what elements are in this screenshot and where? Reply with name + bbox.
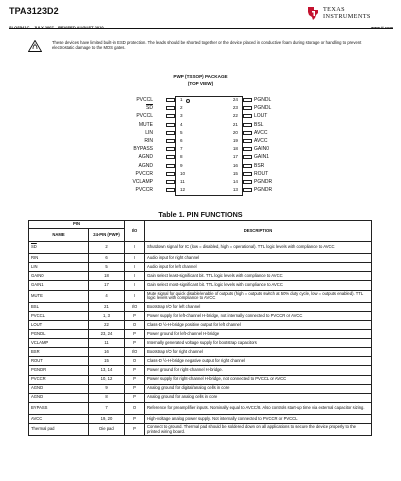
pin-lead — [243, 131, 252, 135]
esd-caution-text: These devices have limited built-in ESD protection. The leads should be shorted together or the device placed in conductive foam during storage or handling to prevent electrostatic damage to the MOS gates. — [52, 40, 362, 51]
pin-name: BSR — [254, 162, 265, 169]
pin-name: AVCC — [254, 138, 268, 144]
cell-pin-number: 7 — [89, 402, 125, 414]
cell-io: P — [125, 414, 145, 423]
cell-name: BSR — [29, 348, 89, 357]
cell-description: Mute signal for quick disable/enable of outputs (high = outputs switch at 50% duty cycle, low = outputs enabled). TTL logic levels with compliance to AVCC — [145, 290, 372, 302]
pin-functions-table — [28, 220, 372, 436]
pin-lead — [243, 123, 252, 127]
cell-io: I/O — [125, 348, 145, 357]
table-row — [29, 330, 372, 339]
cell-io: P — [125, 393, 145, 402]
cell-pin-number: 1, 3 — [89, 311, 125, 320]
pin-number: 8 — [180, 154, 183, 160]
pin-name: PVCCL — [136, 113, 153, 120]
pin-row-right — [0, 145, 401, 153]
cell-io: P — [125, 375, 145, 384]
table-row — [29, 357, 372, 366]
cell-pin-number: Die pad — [89, 424, 125, 436]
pin-lead — [243, 98, 252, 102]
pin-name: RIN — [144, 138, 153, 144]
cell-name: $\overline{SD}$ — [29, 242, 89, 254]
cell-description: Connect to ground. Thermal pad should be soldered down on all applications to secure the device properly to the printed wiring board. — [145, 424, 372, 436]
pin-name: MUTE — [138, 121, 153, 128]
pin-number: 9 — [180, 162, 183, 168]
pin-name: PGNDL — [254, 97, 272, 103]
table-row — [29, 424, 372, 436]
cell-description: Reference for preamplifier inputs. Nominally equal to AVCC/8. Also controls start-up time via external capacitor sizing. — [145, 402, 372, 414]
table-title: Table 1. PIN FUNCTIONS — [158, 210, 243, 219]
table-row — [29, 384, 372, 393]
ti-logo — [283, 7, 393, 23]
cell-pin-number: 10, 12 — [89, 375, 125, 384]
cell-io: P — [125, 366, 145, 375]
header-pin: PIN — [29, 221, 125, 229]
table-row — [29, 339, 372, 348]
table-row — [29, 375, 372, 384]
table-row — [29, 281, 372, 290]
table-row — [29, 402, 372, 414]
pin-number: 20 — [232, 129, 238, 135]
cell-io: O — [125, 402, 145, 414]
pin-name: AVCC — [254, 129, 268, 136]
pin-number: 24 — [232, 97, 238, 102]
cell-name: PVCCL — [29, 311, 89, 320]
cell-name: LOUT — [29, 320, 89, 329]
pin-lead — [243, 139, 252, 143]
pin-number: 22 — [232, 113, 238, 119]
pin-number: 17 — [232, 154, 238, 160]
header-description: DESCRIPTION — [145, 221, 372, 242]
cell-pin-number: 11 — [89, 339, 125, 348]
pin-name: AGND — [138, 154, 153, 161]
cell-description: High-voltage analog power supply. Not internally connected to PVCCR or PVCCL — [145, 414, 372, 423]
pin-row-right — [0, 104, 401, 112]
cell-description: Class-D ½-H-bridge negative output for right channel — [145, 357, 372, 366]
pin-row-right — [0, 121, 401, 129]
cell-name: GAIN0 — [29, 272, 89, 281]
cell-io: I — [125, 254, 145, 263]
texas-state-icon — [307, 7, 319, 20]
pin-name: ROUT — [254, 170, 269, 177]
pin-number: 23 — [232, 105, 238, 111]
cell-io: P — [125, 424, 145, 436]
cell-name: GAIN1 — [29, 281, 89, 290]
cell-name: AGND — [29, 393, 89, 402]
pin-lead — [243, 164, 252, 168]
pin-name: GAIN1 — [254, 154, 270, 161]
logo-wordmark: TEXAS INSTRUMENTS — [323, 6, 371, 20]
cell-description: Gain select least-significant bit. TTL logic levels with compliance to AVCC — [145, 272, 372, 281]
cell-description: Analog ground for analog cells in core — [145, 393, 372, 402]
pin-name: $\overline{SD}$ — [146, 105, 153, 112]
pin-number: 6 — [180, 138, 183, 143]
cell-description: Audio input for right channel — [145, 254, 372, 263]
cell-name: Thermal pad — [29, 424, 89, 436]
table-row — [29, 272, 372, 281]
cell-pin-number: 5 — [89, 263, 125, 272]
pin-lead — [243, 114, 252, 118]
pin-row-right — [0, 170, 401, 178]
pin-row-right — [0, 129, 401, 137]
cell-pin-number: 4 — [89, 290, 125, 302]
cell-description: Shutdown signal for IC (low = disabled, high = operational). TTL logic levels with compliance to AVCC — [145, 242, 372, 254]
table-row — [29, 263, 372, 272]
cell-pin-number: 13, 14 — [89, 366, 125, 375]
cell-pin-number: 2 — [89, 242, 125, 254]
cell-io: P — [125, 311, 145, 320]
pin-number: 15 — [232, 170, 238, 176]
pin-lead — [243, 106, 252, 110]
pin-number: 16 — [232, 162, 238, 168]
pin-lead — [243, 188, 252, 192]
pin-number: 5 — [180, 129, 183, 135]
pin-number: 18 — [232, 146, 238, 152]
cell-description: Power supply for right-channel H-bridge, not connected to PVCCL or AVCC — [145, 375, 372, 384]
pin-number: 19 — [232, 138, 238, 143]
pin-number: 21 — [232, 121, 238, 127]
cell-name: BYPASS — [29, 402, 89, 414]
pin-row-right — [0, 162, 401, 170]
cell-name: ROUT — [29, 357, 89, 366]
pin-name: BSL — [254, 121, 264, 128]
pin-number: 10 — [180, 170, 186, 176]
pin-lead — [243, 180, 252, 184]
pin-name: AGND — [138, 162, 153, 169]
pin-name: PGNDR — [254, 179, 273, 185]
table-row — [29, 320, 372, 329]
header-rule — [9, 28, 393, 29]
pin-name: LIN — [145, 129, 153, 136]
table-row — [29, 348, 372, 357]
cell-pin-number: 17 — [89, 281, 125, 290]
cell-pin-number: 22 — [89, 320, 125, 329]
table-row — [29, 414, 372, 423]
table-row — [29, 393, 372, 402]
cell-description: Bootstrap I/O for left channel — [145, 302, 372, 311]
cell-pin-number: 15 — [89, 357, 125, 366]
cell-io: I — [125, 272, 145, 281]
cell-io: O — [125, 357, 145, 366]
cell-description: Audio input for left channel — [145, 263, 372, 272]
header-io: I/O — [125, 221, 145, 242]
pin-name: PVCCL — [136, 97, 153, 103]
pin-number: 2 — [180, 105, 183, 111]
pin-row-right — [0, 96, 401, 104]
pin-number: 3 — [180, 113, 183, 119]
header-package: 24-PIN (PWP) — [89, 229, 125, 242]
cell-io: I/O — [125, 302, 145, 311]
pin-name: GAIN0 — [254, 146, 270, 153]
cell-name: MUTE — [29, 290, 89, 302]
esd-warning-icon — [28, 40, 42, 52]
pin-name: PGNDR — [254, 187, 273, 194]
cell-description: Internally generated voltage supply for bootstrap capacitors — [145, 339, 372, 348]
package-title: PWP (TSSOP) PACKAGE — [173, 74, 228, 79]
cell-name: PGNDR — [29, 366, 89, 375]
pin-name: VCLAMP — [132, 179, 153, 185]
cell-pin-number: 6 — [89, 254, 125, 263]
pin-name: LOUT — [254, 113, 268, 120]
cell-io: P — [125, 384, 145, 393]
pin-row-right — [0, 178, 401, 186]
cell-name: VCLAMP — [29, 339, 89, 348]
pin-row-right — [0, 137, 401, 145]
pin-number: 12 — [180, 187, 186, 193]
table-header-row — [29, 221, 372, 229]
pin-number: 1 — [180, 97, 183, 102]
table-row — [29, 242, 372, 254]
pin-number: 14 — [232, 179, 238, 184]
pin-name: PVCCR — [135, 187, 153, 194]
cell-description: Class-D ½-H-bridge positive output for left channel — [145, 320, 372, 329]
cell-pin-number: 19, 20 — [89, 414, 125, 423]
cell-pin-number: 18 — [89, 272, 125, 281]
cell-pin-number: 23, 24 — [89, 330, 125, 339]
pin-number: 7 — [180, 146, 183, 152]
pin-row-right — [0, 153, 401, 161]
cell-description: Power ground for left-channel H-bridge — [145, 330, 372, 339]
pin-lead — [243, 155, 252, 159]
table-row — [29, 311, 372, 320]
cell-name: PVCCR — [29, 375, 89, 384]
document-title: TPA3123D2 — [9, 6, 59, 16]
pin-name: PGNDL — [254, 105, 272, 112]
cell-io: P — [125, 330, 145, 339]
cell-pin-number: 8 — [89, 393, 125, 402]
cell-name: AGND — [29, 384, 89, 393]
cell-description: Power supply for left-channel H-bridge, not internally connected to PVCCR or AVCC — [145, 311, 372, 320]
pin-row-right — [0, 186, 401, 194]
cell-io: P — [125, 339, 145, 348]
pin-lead — [243, 172, 252, 176]
cell-io: I — [125, 290, 145, 302]
cell-name: BSL — [29, 302, 89, 311]
pin-number: 11 — [180, 179, 185, 184]
table-row — [29, 290, 372, 302]
cell-description: Analog ground for digital/analog cells in core — [145, 384, 372, 393]
table-row — [29, 254, 372, 263]
cell-pin-number: 16 — [89, 348, 125, 357]
cell-name: AVCC — [29, 414, 89, 423]
pin-row-right — [0, 112, 401, 120]
cell-description: Power ground for right-channel H-bridge. — [145, 366, 372, 375]
cell-description: Gain select most-significant bit. TTL logic levels with compliance to AVCC — [145, 281, 372, 290]
table-row — [29, 366, 372, 375]
cell-description: Bootstrap I/O for right channel — [145, 348, 372, 357]
cell-io: I — [125, 263, 145, 272]
pin-number: 13 — [232, 187, 238, 193]
table-row — [29, 302, 372, 311]
cell-name: LIN — [29, 263, 89, 272]
pin-name: BYPASS — [133, 146, 153, 153]
cell-name: PGNDL — [29, 330, 89, 339]
cell-pin-number: 9 — [89, 384, 125, 393]
cell-io: O — [125, 320, 145, 329]
pin-name: PVCCR — [135, 170, 153, 177]
cell-pin-number: 21 — [89, 302, 125, 311]
header-name: NAME — [29, 229, 89, 242]
pin-lead — [243, 147, 252, 151]
cell-io: I — [125, 242, 145, 254]
package-subtitle: (TOP VIEW) — [187, 81, 214, 86]
cell-io: I — [125, 281, 145, 290]
pin-number: 4 — [180, 121, 183, 127]
cell-name: RIN — [29, 254, 89, 263]
